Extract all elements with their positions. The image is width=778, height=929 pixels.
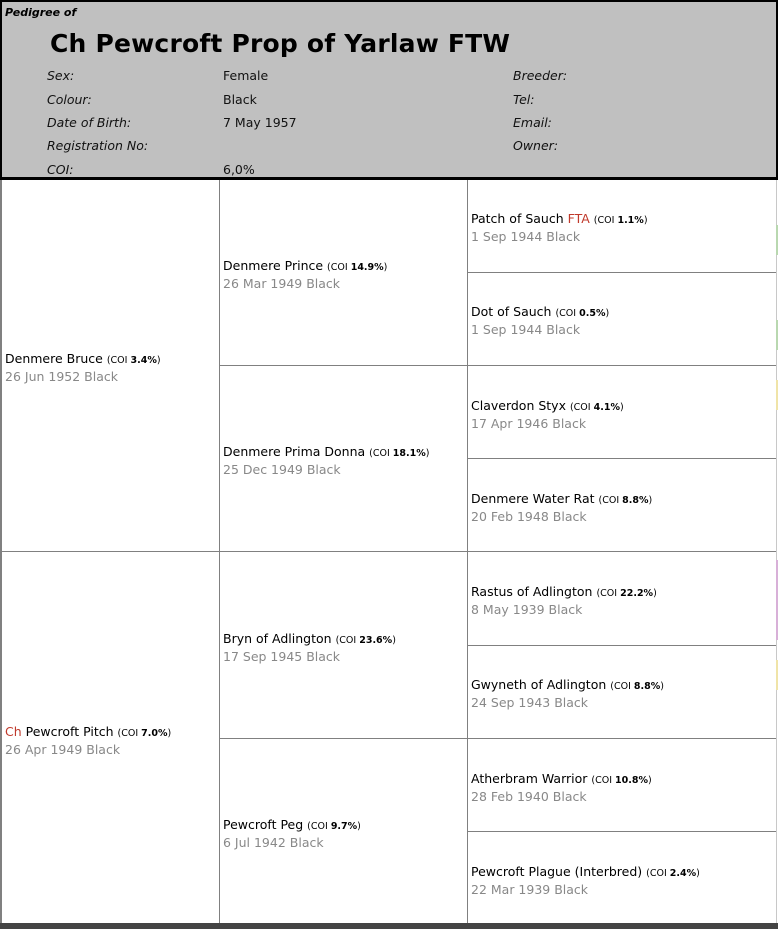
dog-name[interactable]: Denmere Bruce [5,351,103,366]
dog-name[interactable]: Denmere Prima Donna [223,444,366,459]
dog-details: 22 Mar 1939 Black [471,882,589,897]
grid-row-gen3-a [467,272,776,273]
dog-entry[interactable] [223,444,429,478]
dog-details: 17 Apr 1946 Black [471,416,587,431]
pedigree-of-label: Pedigree of [5,6,77,19]
dog-details: 1 Sep 1944 Black [471,229,581,244]
dog-details: 26 Jun 1952 Black [5,369,118,384]
dob-label: Date of Birth: [47,115,132,130]
coi-tag: (COI 8.8%) [598,495,653,506]
grid-col-divider-2 [467,180,468,925]
dog-entry[interactable] [223,817,361,851]
dog-details: 1 Sep 1944 Black [471,322,581,337]
dog-details: 26 Mar 1949 Black [223,276,341,291]
coi-tag: (COI 22.2%) [596,588,657,599]
grid-right-border [776,180,777,925]
coi-tag: (COI 0.5%) [555,308,610,319]
dog-entry[interactable] [471,864,700,898]
coi-tag: (COI 18.1%) [369,448,430,459]
dog-name[interactable]: Denmere Water Rat [471,491,595,506]
dog-details: 24 Sep 1943 Black [471,695,589,710]
dog-entry[interactable] [471,771,652,805]
coi-value: 6,0% [223,162,255,177]
grid-row-gen3-b [467,458,776,459]
breeder-label: Breeder: [513,68,568,83]
dog-name[interactable]: Pewcroft Peg [223,817,304,832]
coi-tag: (COI 3.4%) [106,355,161,366]
coi-tag: (COI 4.1%) [569,402,624,413]
dog-name[interactable]: Denmere Prince [223,258,324,273]
dog-entry[interactable] [471,211,648,245]
coi-tag: (COI 10.8%) [591,775,652,786]
pedigree-header [0,0,778,180]
coi-label: COI: [47,162,74,177]
tel-label: Tel: [513,92,535,107]
coi-tag: (COI 7.0%) [117,728,172,739]
dog-name[interactable]: Claverdon Styx [471,398,566,413]
grid-row-gen1 [0,551,776,552]
dog-entry[interactable] [471,584,657,618]
grid-col-divider-1 [219,180,220,925]
sex-value: Female [223,68,269,83]
dog-name[interactable]: Dot of Sauch [471,304,552,319]
dog-entry[interactable] [471,304,609,338]
owner-label: Owner: [513,138,559,153]
bottom-border [0,923,778,929]
dob-value: 7 May 1957 [223,115,297,130]
title-suffix: FTA [567,211,590,226]
dog-name[interactable]: Rastus of Adlington [471,584,593,599]
coi-tag: (COI 2.4%) [646,868,700,879]
colour-value: Black [223,92,257,107]
dog-details: 20 Feb 1948 Black [471,509,587,524]
coi-tag: (COI 23.6%) [335,635,396,646]
dog-name[interactable]: Patch of Sauch [471,211,564,226]
coi-tag: (COI 8.8%) [610,681,664,692]
coi-tag: (COI 14.9%) [327,262,388,273]
dog-entry[interactable] [5,724,171,758]
title-prefix: Ch [5,724,22,739]
dog-details: 25 Dec 1949 Black [223,462,341,477]
grid-left-border [0,180,2,925]
colour-label: Colour: [47,92,92,107]
dog-entry[interactable] [223,631,396,665]
dog-entry[interactable] [223,258,387,292]
dog-name[interactable]: Gwyneth of Adlington [471,677,607,692]
registration-label: Registration No: [47,138,149,153]
dog-details: 17 Sep 1945 Black [223,649,341,664]
dog-title: Ch Pewcroft Prop of Yarlaw FTW [50,29,511,58]
dog-details: 8 May 1939 Black [471,602,583,617]
sex-label: Sex: [47,68,75,83]
dog-details: 26 Apr 1949 Black [5,742,121,757]
grid-row-gen2-b [219,738,776,739]
dog-name[interactable]: Atherbram Warrior [471,771,588,786]
dog-name[interactable]: Pewcroft Pitch [25,724,114,739]
dog-entry[interactable] [471,398,624,432]
grid-row-gen2-a [219,365,776,366]
coi-tag: (COI 1.1%) [593,215,648,226]
dog-entry[interactable] [471,677,664,711]
grid-row-gen3-c [467,645,776,646]
grid-row-gen3-d [467,831,776,832]
coi-tag: (COI 9.7%) [307,821,361,832]
dog-details: 28 Feb 1940 Black [471,789,587,804]
email-label: Email: [513,115,552,130]
dog-entry[interactable] [5,351,161,385]
dog-name[interactable]: Pewcroft Plague (Interbred) [471,864,643,879]
dog-name[interactable]: Bryn of Adlington [223,631,332,646]
dog-details: 6 Jul 1942 Black [223,835,324,850]
dog-entry[interactable] [471,491,652,525]
